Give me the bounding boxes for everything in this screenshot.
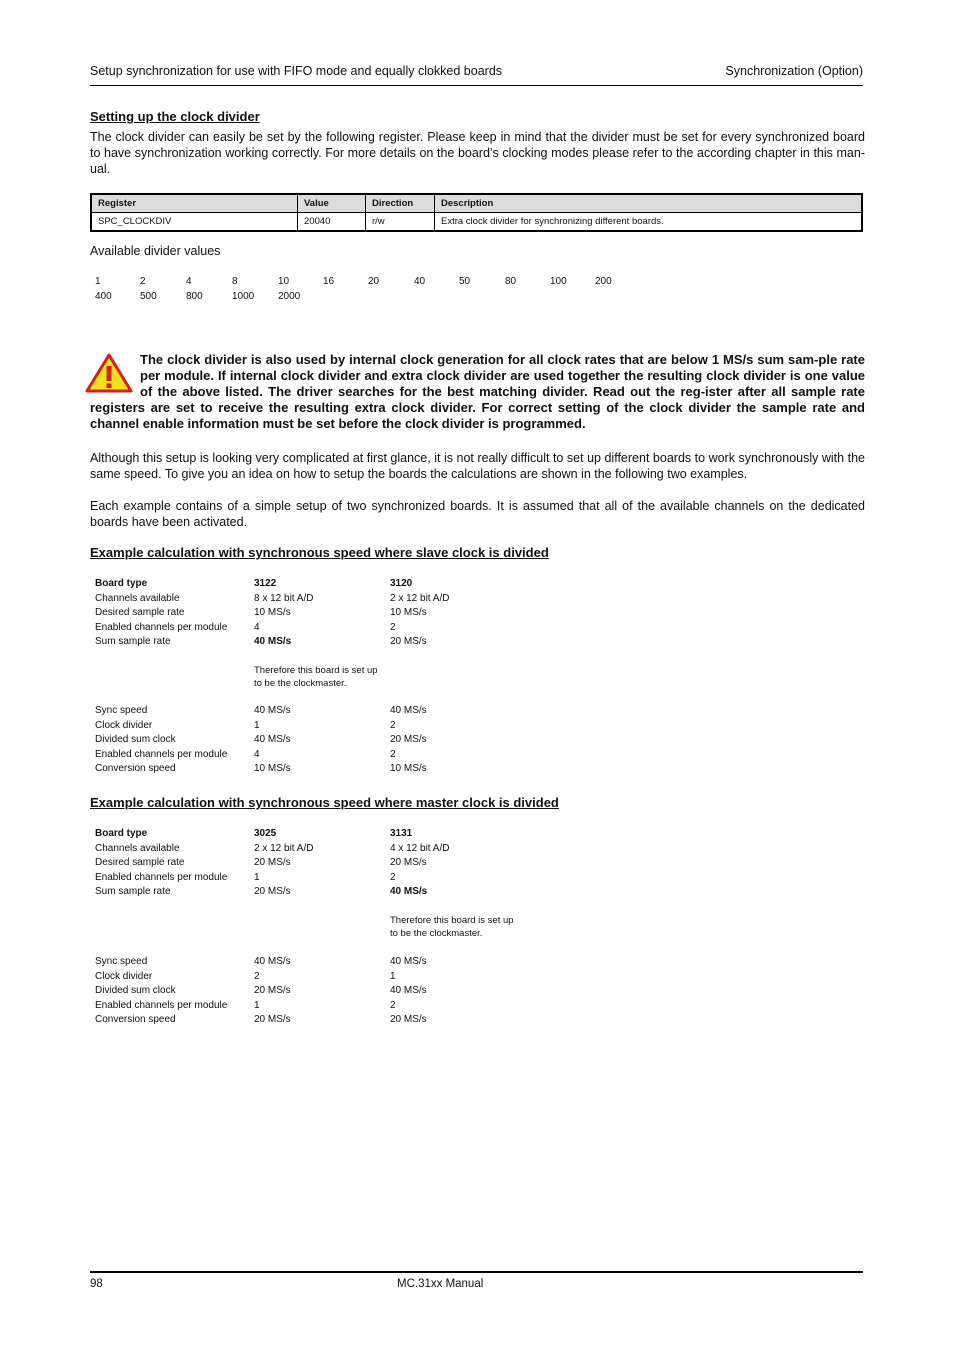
example1-col1b <box>254 704 291 777</box>
divider-value: 2000 <box>278 291 301 302</box>
label: Clock divider <box>95 970 153 982</box>
value: 20 MS/s <box>390 857 427 868</box>
table-cell: Extra clock divider for synchronizing different boards. <box>435 213 863 232</box>
example1-col1 <box>254 577 313 650</box>
example2-labels <box>95 827 227 900</box>
value: 4 <box>254 748 260 760</box>
example1-clockmaster-note: Therefore this board is set up to be the clockmaster. <box>254 665 378 689</box>
label: Desired sample rate <box>95 857 185 868</box>
label: Sum sample rate <box>95 636 171 647</box>
value: 20 MS/s <box>254 857 291 868</box>
value: 1 <box>254 719 260 731</box>
divider-value: 10 <box>278 276 290 287</box>
divider-value: 200 <box>595 276 612 287</box>
example2-col1b <box>254 955 291 1028</box>
example2-labels2 <box>95 955 227 1028</box>
value: 10 MS/s <box>390 763 427 774</box>
example2-title: Example calculation with synchronous speed where master clock is divided <box>90 795 559 810</box>
value: 20 MS/s <box>390 1014 427 1025</box>
footer-rule <box>90 1271 863 1273</box>
value: 10 MS/s <box>254 763 291 774</box>
value: 1 <box>390 970 396 982</box>
divider-value: 20 <box>368 276 380 287</box>
label: Channels available <box>95 592 180 604</box>
label: Enabled channels per module <box>95 999 228 1011</box>
value: 2 x 12 bit A/D <box>254 842 314 854</box>
divider-value: 100 <box>550 276 567 287</box>
example2-clockmaster-note: Therefore this board is set up to be the clockmaster. <box>390 915 514 939</box>
value: 2 <box>390 719 396 731</box>
value: 40 MS/s <box>390 956 427 967</box>
label: Board type <box>95 828 148 839</box>
value: 2 <box>390 748 396 760</box>
value: 4 <box>254 621 260 633</box>
value: 3122 <box>254 578 277 589</box>
section-intro-text: The clock divider can easily be set by the following register. Please keep in mind that the divider must be set for every synchronized board to have synchronization working correctly. For more details on the board’s clocking modes please refer to the according chapter in this man-ual. <box>90 130 865 176</box>
label: Channels available <box>95 842 180 854</box>
table-cell: 20040 <box>298 213 366 232</box>
paragraph-example-intro: Each example contains of a simple setup of two synchronized boards. It is assumed that all of the available channels on the dedicated boards have been activated. <box>90 499 865 529</box>
table-header: Direction <box>366 194 435 213</box>
divider-values-grid <box>95 276 695 306</box>
label: Board type <box>95 578 148 589</box>
label: Enabled channels per module <box>95 871 228 883</box>
value: 40 MS/s <box>254 956 291 967</box>
value: 40 MS/s <box>254 705 291 716</box>
example2-col1 <box>254 827 313 900</box>
label: Desired sample rate <box>95 607 185 618</box>
value: 2 <box>390 621 396 633</box>
divider-value: 800 <box>186 291 203 302</box>
label: Divided sum clock <box>95 985 176 996</box>
value: 40 MS/s <box>390 985 427 996</box>
value: 20 MS/s <box>390 636 427 647</box>
example2-col2b <box>390 955 427 1028</box>
value: 10 MS/s <box>254 607 291 618</box>
table-header: Value <box>298 194 366 213</box>
example1-col2b <box>390 704 427 777</box>
divider-value: 50 <box>459 276 471 287</box>
value: 1 <box>254 871 260 883</box>
table-cell: SPC_CLOCKDIV <box>91 213 298 232</box>
footer-manual-title: MC.31xx Manual <box>397 1278 484 1290</box>
divider-value: 16 <box>323 276 335 287</box>
table-header: Description <box>435 194 863 213</box>
divider-value: 1 <box>95 276 101 287</box>
header-left: Setup synchronization for use with FIFO mode and equally clokked boards <box>90 64 503 78</box>
paragraph-setup-intro: Although this setup is looking very complicated at first glance, it is not really difficult to set up different boards to work synchronously with the same speed. To give you an idea on how to setup the boards the calculations are shown in the following two examples. <box>90 451 865 481</box>
value: 2 <box>390 871 396 883</box>
label: Conversion speed <box>95 763 176 774</box>
table-cell: r/w <box>366 213 435 232</box>
header-rule <box>90 85 863 86</box>
divider-value: 8 <box>232 276 238 287</box>
divider-value: 1000 <box>232 291 255 302</box>
header-right: Synchronization (Option) <box>725 64 863 78</box>
value: 2 x 12 bit A/D <box>390 592 450 604</box>
value: 40 MS/s <box>254 734 291 745</box>
value: 4 x 12 bit A/D <box>390 842 450 854</box>
label: Enabled channels per module <box>95 621 228 633</box>
divider-values-label: Available divider values <box>90 244 221 258</box>
value: 20 MS/s <box>254 1014 291 1025</box>
table-row <box>91 213 862 232</box>
divider-value: 80 <box>505 276 517 287</box>
value: 3120 <box>390 578 413 589</box>
warning-text: The clock divider is also used by internal clock generation for all clock rates that are below 1 MS/s sum sam-ple rate per module. If internal clock divider and extra clock divider are used together the resulting clock divider is one value of the above listed. The driver searches for the best matching divider. Read out the reg-ister after all sample rate registers are set to receive the resulting extra clock divider. For correct setting of the clock divider the sample rate and channel enable information must be set before the clock divider is programmed. <box>90 352 865 431</box>
divider-value: 2 <box>140 276 146 287</box>
table-header: Register <box>91 194 298 213</box>
label: Sync speed <box>95 705 148 716</box>
value: 20 MS/s <box>254 985 291 996</box>
value: 8 x 12 bit A/D <box>254 592 314 604</box>
table-header-row <box>91 194 862 213</box>
label: Sum sample rate <box>95 886 171 897</box>
example1-labels <box>95 577 227 650</box>
value: 3131 <box>390 828 413 839</box>
divider-value: 4 <box>186 276 192 287</box>
value: 1 <box>254 999 260 1011</box>
value: 40 MS/s <box>390 886 428 897</box>
divider-value: 400 <box>95 291 112 302</box>
example2-col2 <box>390 827 449 900</box>
value: 40 MS/s <box>390 705 427 716</box>
value: 20 MS/s <box>254 886 291 897</box>
value: 2 <box>254 970 260 982</box>
label: Clock divider <box>95 719 153 731</box>
example1-col2 <box>390 577 449 650</box>
label: Divided sum clock <box>95 734 176 745</box>
label: Enabled channels per module <box>95 748 228 760</box>
divider-value: 40 <box>414 276 426 287</box>
register-table <box>90 193 863 232</box>
divider-value: 500 <box>140 291 157 302</box>
page-number: 98 <box>90 1278 103 1290</box>
value: 10 MS/s <box>390 607 427 618</box>
label: Sync speed <box>95 956 148 967</box>
value: 3025 <box>254 828 277 839</box>
value: 40 MS/s <box>254 636 292 647</box>
section-title-clock-divider: Setting up the clock divider <box>90 109 260 124</box>
value: 2 <box>390 999 396 1011</box>
value: 20 MS/s <box>390 734 427 745</box>
example1-labels2 <box>95 704 227 777</box>
label: Conversion speed <box>95 1014 176 1025</box>
example1-title: Example calculation with synchronous speed where slave clock is divided <box>90 545 549 560</box>
